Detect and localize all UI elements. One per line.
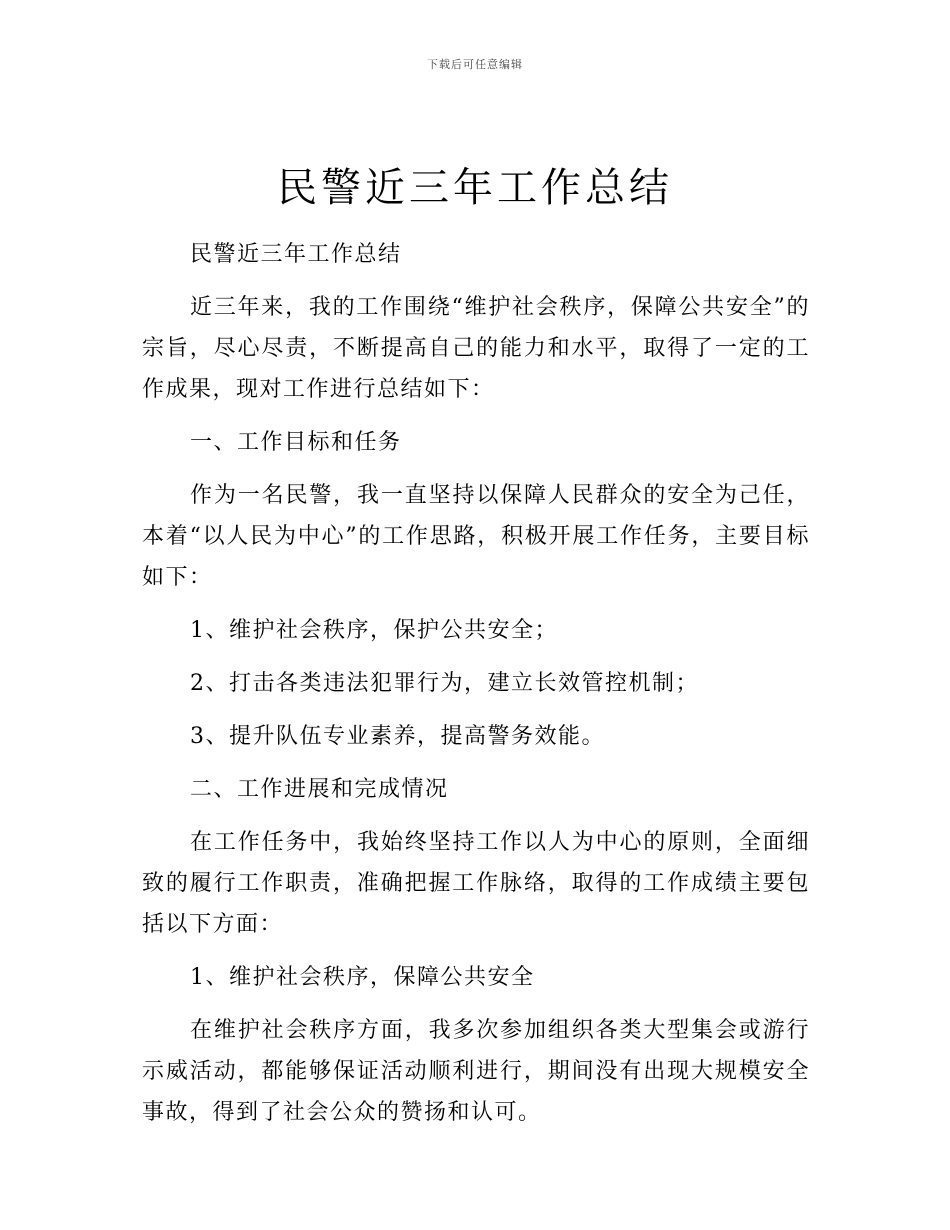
section-heading-goals: 一、工作目标和任务: [190, 430, 402, 455]
document-body: [142, 234, 810, 1145]
goal-item-2: 2、打击各类违法犯罪行为，建立长效管控机制；: [190, 671, 699, 696]
document-title: 民警近三年工作总结: [277, 165, 673, 211]
section-heading-progress: 二、工作进展和完成情况: [190, 777, 449, 802]
paragraph-subtitle: 民警近三年工作总结: [190, 242, 402, 267]
paragraph-progress-detail: 在维护社会秩序方面，我多次参加组织各类大型集会或游行示威活动，都能够保证活动顺利进行，期间没有出现大规模安全事故，得到了社会公众的赞扬和认可。: [142, 1018, 810, 1125]
paragraph-goals: 作为一名民警，我一直坚持以保障人民群众的安全为己任，本着“以人民为中心”的工作思路，积极开展工作任务，主要目标如下：: [142, 483, 810, 590]
goal-item-3: 3、提升队伍专业素养，提高警务效能。: [190, 724, 605, 749]
page-header-note: 下载后可任意编辑: [427, 58, 523, 71]
progress-item-1: 1、维护社会秩序，保障公共安全: [190, 965, 535, 990]
goal-item-1: 1、维护社会秩序，保护公共安全；: [190, 618, 558, 643]
paragraph-progress: 在工作任务中，我始终坚持工作以人为中心的原则，全面细致的履行工作职责，准确把握工作脉络，取得的工作成绩主要包括以下方面：: [142, 830, 810, 937]
paragraph-intro: 近三年来，我的工作围绕“维护社会秩序，保障公共安全”的宗旨，尽心尽责，不断提高自己的能力和水平，取得了一定的工作成果，现对工作进行总结如下：: [142, 295, 810, 402]
